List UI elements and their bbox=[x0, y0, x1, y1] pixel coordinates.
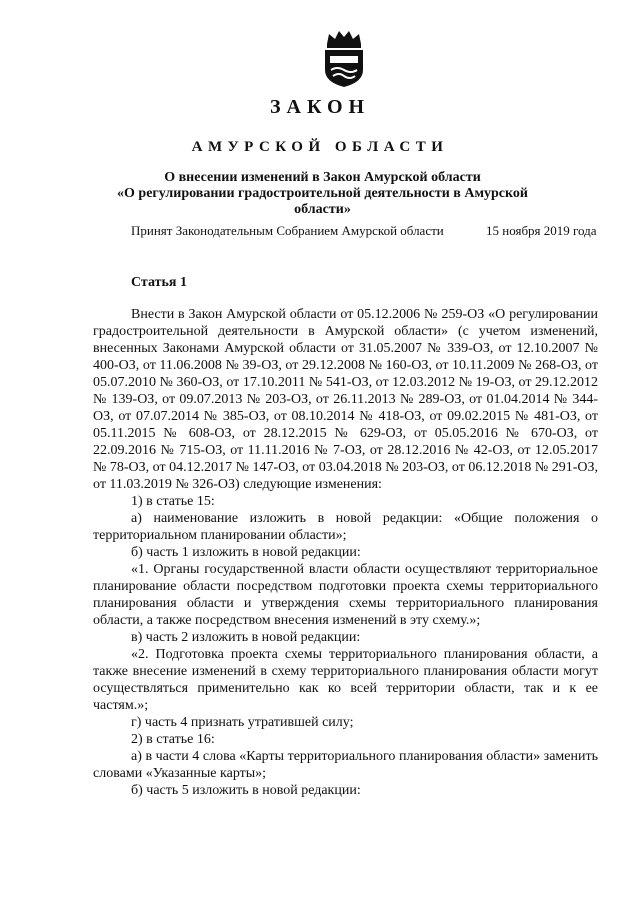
subject-line: «О регулировании градостроительной деятельности в Амурской bbox=[117, 186, 528, 201]
subject-line: О внесении изменений в Закон Амурской области bbox=[164, 170, 481, 185]
article-paragraph: 2) в статье 16: bbox=[131, 732, 215, 747]
article-paragraph: б) часть 5 изложить в новой редакции: bbox=[131, 783, 361, 798]
article-paragraph: 1) в статье 15: bbox=[131, 494, 215, 509]
adopted-by: Принят Законодательным Собранием Амурской области bbox=[131, 223, 444, 238]
document-title: ЗАКОН bbox=[269, 96, 371, 118]
article-paragraph: а) наименование изложить в новой редакции: «Общие положения о территориальном планировании области»; bbox=[93, 511, 598, 543]
law-subject bbox=[60, 170, 585, 218]
subject-line: области» bbox=[294, 202, 351, 217]
article-heading: Статья 1 bbox=[131, 275, 187, 290]
article-body bbox=[93, 306, 598, 799]
coat-of-arms-icon bbox=[317, 30, 371, 88]
article-paragraph: б) часть 1 изложить в новой редакции: bbox=[131, 545, 361, 560]
adoption-date: 15 ноября 2019 года bbox=[486, 223, 597, 238]
article-paragraph: а) в части 4 слова «Карты территориального планирования области» заменить словами «Указанные карты»; bbox=[93, 749, 598, 781]
article-paragraph: «1. Органы государственной власти области осуществляют территориальное планирование области посредством подготовки проекта схемы территориального планирования области и утверждения схемы территориального планирования области, а также посредством внесения изменений в эту схему.»; bbox=[93, 562, 598, 628]
region-title: АМУРСКОЙ ОБЛАСТИ bbox=[191, 139, 449, 155]
article-paragraph: Внести в Закон Амурской области от 05.12.2006 № 259-ОЗ «О регулировании градостроительной деятельности в Амурской области» (с учетом изменений, внесенных Законами Амурской области от 31.05.2007 № 339-ОЗ, от 12.10.2007 № 400-ОЗ, от 11.06.2008 № 39-ОЗ, от 29.12.2008 № 160-ОЗ, от 10.11.2009 № 268-ОЗ, от 05.07.2010 № 360-ОЗ, от 17.10.2011 № 541-ОЗ, от 12.03.2012 № 19-ОЗ, от 29.12.2012 № 139-ОЗ, от 09.07.2013 № 203-ОЗ, от 26.11.2013 № 289-ОЗ, от 01.04.2014 № 344-ОЗ, от 07.07.2014 № 385-ОЗ, от 08.10.2014 № 418-ОЗ, от 09.02.2015 № 481-ОЗ, от 05.11.2015 № 608-ОЗ, от 28.12.2015 № 629-ОЗ, от 05.05.2016 № 670-ОЗ, от 22.09.2016 № 715-ОЗ, от 11.11.2016 № 7-ОЗ, от 28.12.2016 № 42-ОЗ, от 12.05.2017 № 78-ОЗ, от 04.12.2017 № 147-ОЗ, от 03.04.2018 № 203-ОЗ, от 06.12.2018 № 291-ОЗ, от 11.03.2019 № 326-ОЗ) следующие изменения: bbox=[93, 307, 598, 492]
article-paragraph: в) часть 2 изложить в новой редакции: bbox=[131, 630, 361, 645]
article-paragraph: г) часть 4 признать утратившей силу; bbox=[131, 715, 354, 730]
article-paragraph: «2. Подготовка проекта схемы территориального планирования области, а также внесение изменений в схему территориального планирования области могут осуществляться применительно как ко всей территории области, так и к ее частям.»; bbox=[93, 647, 598, 713]
